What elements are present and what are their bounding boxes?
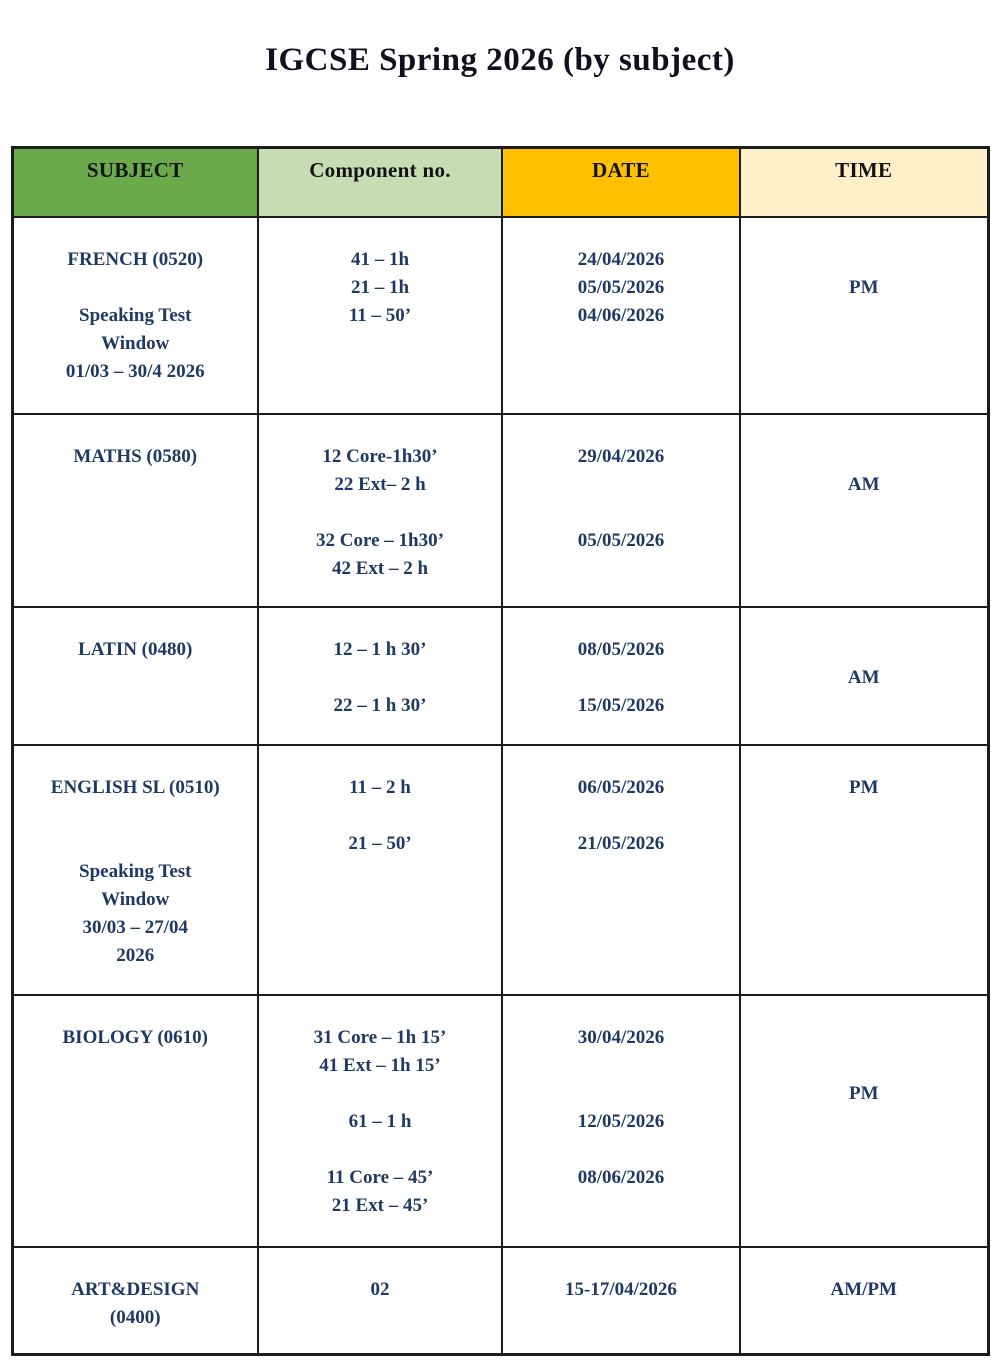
component-line: 11 – 2 h (349, 777, 411, 799)
date-line (503, 1052, 739, 1080)
latin-component-cell (258, 607, 502, 745)
component-line: 31 Core – 1h 15’ (313, 1027, 447, 1049)
subject-line: ART&DESIGN (71, 1279, 200, 1301)
component-line: 21 – 1h (350, 277, 410, 299)
table-body (12, 217, 988, 1354)
french-component-cell (258, 217, 502, 414)
date-line: 24/04/2026 (577, 249, 665, 271)
component-line: 41 – 1h (350, 249, 410, 271)
time-line: AM (847, 667, 880, 689)
table-row-biology (12, 995, 988, 1247)
time-line (741, 1052, 987, 1080)
time-line: AM (847, 474, 880, 496)
component-line (259, 802, 501, 830)
maths-subject-cell (12, 414, 258, 607)
english-date-cell (502, 745, 740, 995)
biology-date-cell (502, 995, 740, 1247)
component-line: 22 Ext– 2 h (334, 474, 426, 496)
subject-line (14, 830, 258, 858)
subject-line: 2026 (116, 945, 155, 967)
component-line: 32 Core – 1h30’ (316, 530, 444, 552)
subject-line: FRENCH (0520) (67, 249, 204, 271)
subject-line: LATIN (0480) (78, 639, 193, 661)
date-line: 06/05/2026 (577, 777, 665, 799)
art-component-cell (258, 1247, 502, 1354)
subject-line: (0400) (109, 1307, 161, 1329)
latin-subject-cell (12, 607, 258, 745)
component-line: 21 – 50’ (348, 833, 412, 855)
english-time-cell (740, 745, 988, 995)
component-line (259, 499, 501, 527)
date-line: 05/05/2026 (577, 530, 665, 552)
date-line: 08/06/2026 (577, 1167, 665, 1189)
column-header-component: Component no. (258, 147, 502, 217)
date-line: 15/05/2026 (577, 695, 665, 717)
date-line: 29/04/2026 (577, 446, 665, 468)
subject-line: Speaking Test (79, 305, 192, 327)
date-line: 05/05/2026 (577, 277, 665, 299)
french-subject-cell (12, 217, 258, 414)
column-header-date: DATE (502, 147, 740, 217)
component-line: 21 Ext – 45’ (331, 1195, 429, 1217)
date-line (503, 1080, 739, 1108)
date-line: 30/04/2026 (577, 1027, 665, 1049)
time-line: PM (848, 1083, 879, 1105)
time-line (741, 443, 987, 471)
component-line (259, 1136, 501, 1164)
table-row-latin (12, 607, 988, 745)
subject-line (14, 274, 258, 302)
time-line: PM (848, 277, 879, 299)
component-line: 02 (370, 1279, 390, 1301)
time-line (741, 636, 987, 664)
date-line: 08/05/2026 (577, 639, 665, 661)
subject-line: BIOLOGY (0610) (62, 1027, 208, 1049)
maths-component-cell (258, 414, 502, 607)
column-header-time: TIME (740, 147, 988, 217)
subject-line: Speaking Test (79, 861, 192, 883)
date-line: 21/05/2026 (577, 833, 665, 855)
latin-date-cell (502, 607, 740, 745)
component-line: 22 – 1 h 30’ (333, 695, 427, 717)
time-line (741, 246, 987, 274)
component-line: 42 Ext – 2 h (331, 558, 429, 580)
table-row-art (12, 1247, 988, 1354)
date-line: 12/05/2026 (577, 1111, 665, 1133)
subject-line: MATHS (0580) (73, 446, 198, 468)
table-row-maths (12, 414, 988, 607)
table-row-english (12, 745, 988, 995)
component-line: 11 Core – 45’ (326, 1167, 434, 1189)
component-line: 11 – 50’ (348, 305, 412, 327)
page-title: IGCSE Spring 2026 (by subject) (265, 42, 735, 78)
time-line: AM/PM (830, 1279, 897, 1301)
date-line (503, 664, 739, 692)
time-line: PM (848, 777, 879, 799)
french-time-cell (740, 217, 988, 414)
component-line: 12 Core-1h30’ (322, 446, 438, 468)
english-subject-cell (12, 745, 258, 995)
table-head (12, 147, 988, 217)
french-date-cell (502, 217, 740, 414)
component-line: 61 – 1 h (348, 1111, 412, 1133)
subject-line: Window (101, 333, 170, 355)
subject-line: ENGLISH SL (0510) (50, 777, 220, 799)
latin-time-cell (740, 607, 988, 745)
component-line (259, 1080, 501, 1108)
time-line (741, 1024, 987, 1052)
subject-line: 01/03 – 30/4 2026 (65, 361, 205, 383)
subject-line: 30/03 – 27/04 (82, 917, 189, 939)
date-line (503, 471, 739, 499)
table-row-french (12, 217, 988, 414)
exam-schedule-table (11, 146, 990, 1356)
date-line: 15-17/04/2026 (565, 1279, 677, 1301)
component-line: 12 – 1 h 30’ (333, 639, 427, 661)
maths-date-cell (502, 414, 740, 607)
english-component-cell (258, 745, 502, 995)
biology-time-cell (740, 995, 988, 1247)
date-line (503, 1136, 739, 1164)
biology-component-cell (258, 995, 502, 1247)
art-time-cell (740, 1247, 988, 1354)
component-line: 41 Ext – 1h 15’ (319, 1055, 441, 1077)
component-line (259, 664, 501, 692)
biology-subject-cell (12, 995, 258, 1247)
column-header-subject: SUBJECT (12, 147, 258, 217)
date-line (503, 802, 739, 830)
art-subject-cell (12, 1247, 258, 1354)
subject-line (14, 802, 258, 830)
maths-time-cell (740, 414, 988, 607)
header-row (12, 147, 988, 217)
subject-line: Window (101, 889, 170, 911)
art-date-cell (502, 1247, 740, 1354)
date-line (503, 499, 739, 527)
date-line: 04/06/2026 (577, 305, 665, 327)
